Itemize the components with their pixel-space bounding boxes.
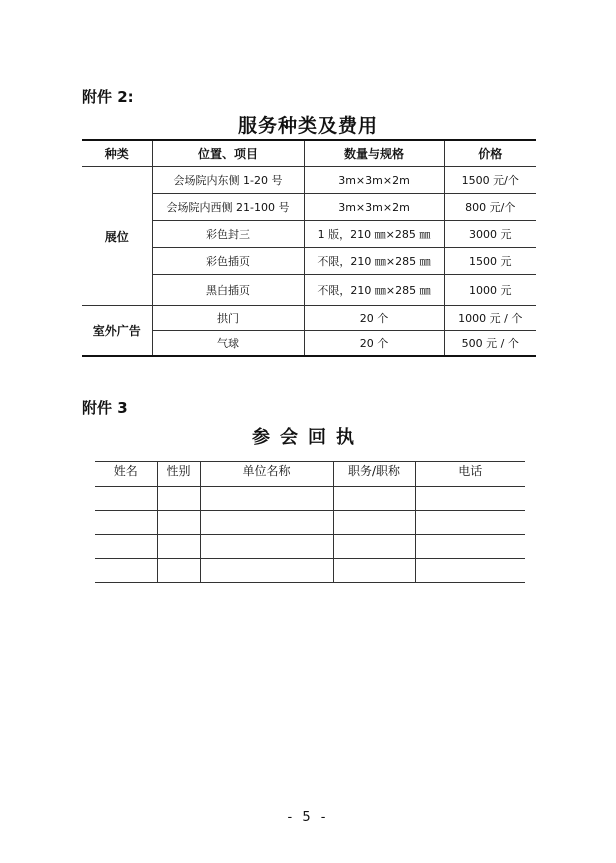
row-price: 3000 元 — [444, 221, 536, 248]
row-spec: 20 个 — [304, 306, 444, 331]
category-outdoor-ads: 室外广告 — [82, 306, 152, 357]
table-row — [82, 306, 536, 331]
header-price: 价格 — [444, 140, 536, 167]
row-item: 气球 — [152, 331, 304, 357]
row-item: 会场院内西侧 21-100 号 — [152, 194, 304, 221]
phone-cell[interactable] — [415, 535, 525, 559]
row-price: 800 元/个 — [444, 194, 536, 221]
organization-cell[interactable] — [200, 535, 333, 559]
attachment-3-label: 附件 3 — [82, 399, 128, 417]
service-fee-title: 服务种类及费用 — [237, 115, 378, 137]
name-cell[interactable] — [95, 487, 157, 511]
row-price: 1000 元 — [444, 275, 536, 306]
gender-cell[interactable] — [157, 535, 200, 559]
gender-cell[interactable] — [157, 487, 200, 511]
reply-row — [95, 487, 525, 511]
organization-cell[interactable] — [200, 511, 333, 535]
page-number: - 5 - — [287, 810, 329, 825]
header-category: 种类 — [82, 140, 152, 167]
organization-cell[interactable] — [200, 559, 333, 583]
name-cell[interactable] — [95, 511, 157, 535]
phone-cell[interactable] — [415, 487, 525, 511]
header-location-item: 位置、项目 — [152, 140, 304, 167]
reply-row — [95, 559, 525, 583]
position-cell[interactable] — [333, 559, 415, 583]
row-item: 拱门 — [152, 306, 304, 331]
row-spec: 3m×3m×2m — [304, 194, 444, 221]
header-gender: 性别 — [157, 462, 200, 487]
reply-form-title: 参会回执 — [252, 427, 364, 448]
header-position-title: 职务/职称 — [333, 462, 415, 487]
row-price: 1500 元 — [444, 248, 536, 275]
gender-cell[interactable] — [157, 559, 200, 583]
position-cell[interactable] — [333, 487, 415, 511]
header-quantity-spec: 数量与规格 — [304, 140, 444, 167]
header-phone: 电话 — [415, 462, 525, 487]
header-name: 姓名 — [95, 462, 157, 487]
position-cell[interactable] — [333, 511, 415, 535]
position-cell[interactable] — [333, 535, 415, 559]
attachment-2-label: 附件 2: — [82, 88, 134, 106]
name-cell[interactable] — [95, 535, 157, 559]
table-header-row — [82, 140, 536, 167]
row-price: 500 元 / 个 — [444, 331, 536, 357]
reply-header-row — [95, 462, 525, 487]
organization-cell[interactable] — [200, 487, 333, 511]
row-spec: 不限，210 ㎜×285 ㎜ — [304, 275, 444, 306]
service-fee-table — [82, 139, 536, 357]
row-spec: 3m×3m×2m — [304, 167, 444, 194]
row-spec: 20 个 — [304, 331, 444, 357]
reply-row — [95, 535, 525, 559]
phone-cell[interactable] — [415, 511, 525, 535]
reply-form-table — [95, 461, 525, 583]
row-item: 彩色封三 — [152, 221, 304, 248]
row-price: 1500 元/个 — [444, 167, 536, 194]
category-booth: 展位 — [82, 167, 152, 306]
row-spec: 1 版，210 ㎜×285 ㎜ — [304, 221, 444, 248]
name-cell[interactable] — [95, 559, 157, 583]
table-row — [82, 167, 536, 194]
row-item: 会场院内东侧 1-20 号 — [152, 167, 304, 194]
gender-cell[interactable] — [157, 511, 200, 535]
row-item: 黑白插页 — [152, 275, 304, 306]
reply-row — [95, 511, 525, 535]
row-item: 彩色插页 — [152, 248, 304, 275]
row-spec: 不限，210 ㎜×285 ㎜ — [304, 248, 444, 275]
phone-cell[interactable] — [415, 559, 525, 583]
row-price: 1000 元 / 个 — [444, 306, 536, 331]
header-organization: 单位名称 — [200, 462, 333, 487]
